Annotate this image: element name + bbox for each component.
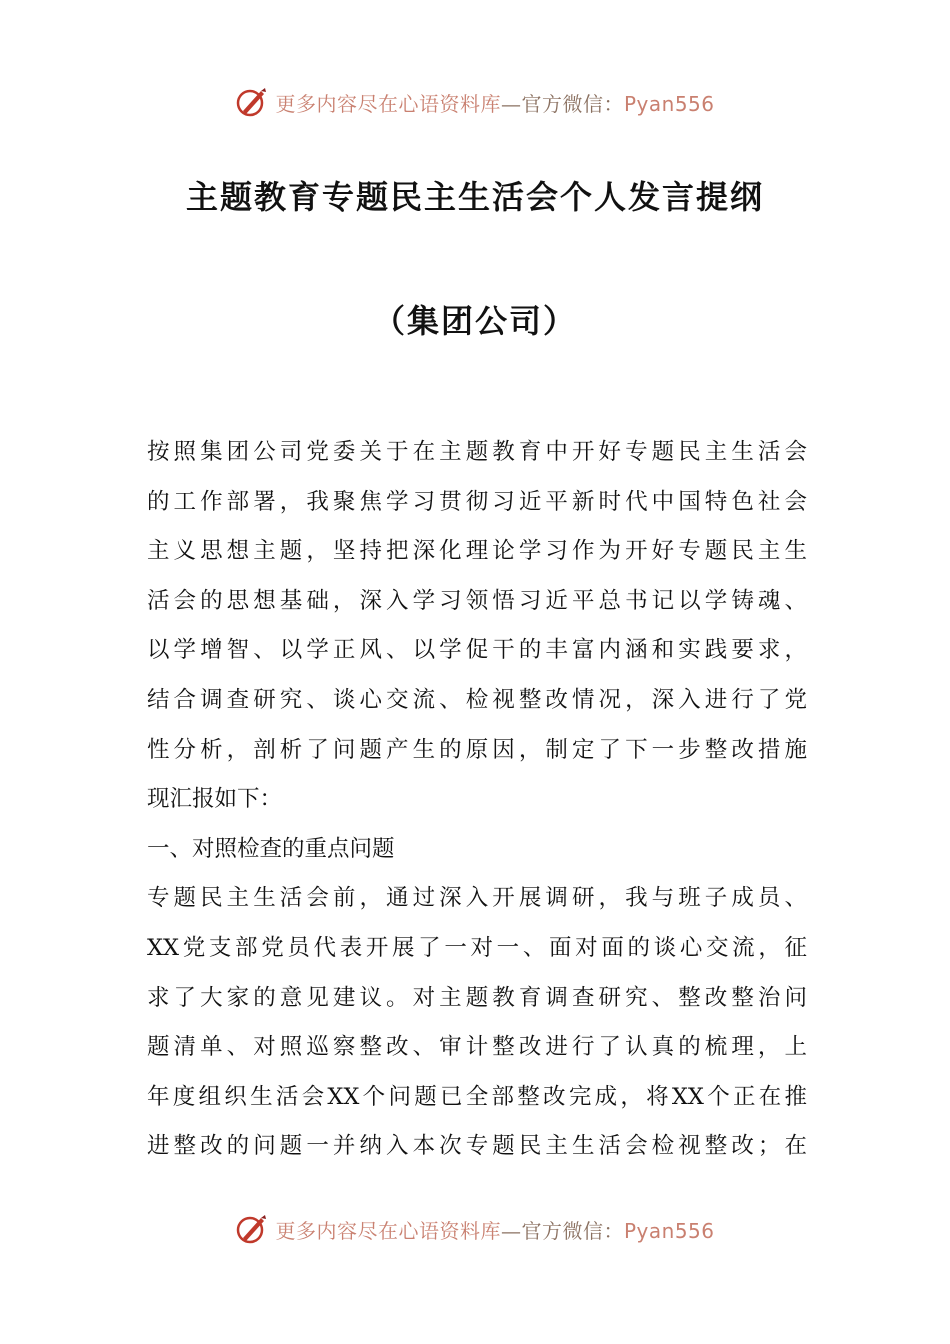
body-line: 性分析，剖析了问题产生的原因，制定了下一步整改措施 [147,736,807,763]
body-line: 结合调查研究、谈心交流、检视整改情况，深入进行了党 [147,686,807,713]
body-line: 年度组织生活会XX个问题已全部整改完成，将XX个正在推 [147,1083,807,1110]
document-subtitle: （集团公司） [372,302,577,340]
pen-logo-icon [235,1212,269,1246]
section-heading: 一、对照检查的重点问题 [147,835,395,862]
body-line: 以学增智、以学正风、以学促干的丰富内涵和实践要求， [147,637,807,664]
body-line: 题清单、对照巡察整改、审计整改进行了认真的梳理，上 [147,1034,807,1061]
body-line: 专题民主生活会前，通过深入开展调研，我与班子成员、 [147,885,807,912]
document-title: 主题教育专题民主生活会个人发言提纲 [185,178,764,216]
body-line: 现汇报如下： [147,786,283,813]
body-line: 活会的思想基础，深入学习领悟习近平总书记以学铸魂、 [147,587,807,614]
watermark-footer [0,1209,950,1249]
document-body [147,428,807,1172]
watermark-header [0,82,950,122]
body-line: 的工作部署，我聚焦学习贯彻习近平新时代中国特色社会 [147,488,807,515]
body-line: XX党支部党员代表开展了一对一、面对面的谈心交流，征 [147,934,807,961]
watermark-text: 更多内容尽在心语资料库—官方微信：Pyan556 [275,91,715,116]
body-line: 求了大家的意见建议。对主题教育调查研究、整改整治问 [147,984,807,1011]
pen-logo-icon [235,85,269,119]
watermark-text: 更多内容尽在心语资料库—官方微信：Pyan556 [275,1218,715,1243]
body-line: 进整改的问题一并纳入本次专题民主生活会检视整改；在 [147,1133,807,1160]
body-line: 主义思想主题，坚持把深化理论学习作为开好专题民主生 [147,538,807,565]
body-line: 按照集团公司党委关于在主题教育中开好专题民主生活会 [147,439,807,465]
